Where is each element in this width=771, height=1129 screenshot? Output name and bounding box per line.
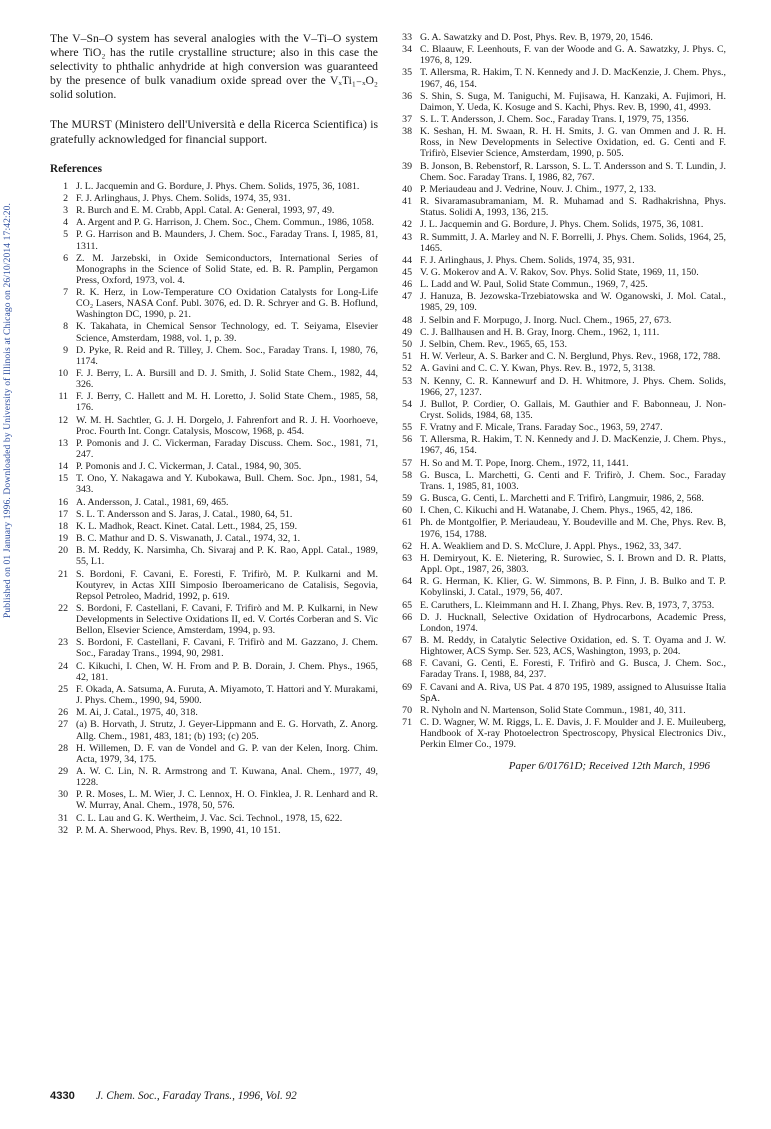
reference-item bbox=[50, 707, 378, 718]
reference-item bbox=[398, 184, 726, 195]
reference-number: 33 bbox=[402, 32, 412, 43]
reference-item bbox=[398, 255, 726, 266]
reference-text: J. Bullot, P. Cordier, O. Gallais, M. Gauthier and F. Babonneau, J. Non-Cryst. Solids, 1984, 68, 135. bbox=[420, 398, 726, 421]
reference-number: 31 bbox=[58, 812, 68, 824]
reference-item bbox=[50, 287, 378, 320]
reference-text: K. L. Madhok, React. Kinet. Catal. Lett., 1984, 25, 159. bbox=[76, 520, 298, 532]
journal-citation: J. Chem. Soc., Faraday Trans., 1996, Vol. 92 bbox=[95, 1090, 297, 1102]
reference-number: 26 bbox=[58, 707, 68, 719]
reference-item bbox=[50, 533, 378, 544]
reference-text: M. Ai, J. Catal., 1975, 40, 318. bbox=[76, 707, 198, 719]
reference-item bbox=[398, 399, 726, 421]
reference-item bbox=[50, 766, 378, 788]
reference-number: 29 bbox=[58, 765, 68, 777]
reference-text: D. J. Hucknall, Selective Oxidation of Hydrocarbons, Academic Press, London, 1974. bbox=[420, 611, 726, 634]
reference-text: P. M. A. Sherwood, Phys. Rev. B, 1990, 41, 10 151. bbox=[76, 824, 281, 836]
reference-text: W. M. H. Sachtler, G. J. H. Dorgelo, J. Fahrenfort and R. J. H. Voorhoeve, Proc. Fourth Int. Congr. Catalysis, Moscow, 1968, p. 454. bbox=[76, 414, 378, 437]
reference-text: J. Selbin and F. Morpugo, J. Inorg. Nucl. Chem., 1965, 27, 673. bbox=[420, 314, 672, 326]
reference-item bbox=[398, 339, 726, 350]
reference-text: P. Pomonis and J. C. Vickerman, Faraday Discuss. Chem. Soc., 1981, 71, 247. bbox=[76, 437, 378, 460]
reference-item bbox=[398, 114, 726, 125]
reference-text: T. Allersma, R. Hakim, T. N. Kennedy and J. D. MacKenzie, J. Chem. Phys., 1967, 46, 154. bbox=[420, 434, 726, 457]
reference-text: F. Cavani and A. Riva, US Pat. 4 870 195, 1989, assigned to Alusuisse Italia SpA. bbox=[420, 681, 726, 704]
reference-number: 18 bbox=[58, 520, 68, 532]
reference-text: S. L. T. Andersson, J. Chem. Soc., Faraday Trans. I, 1979, 75, 1356. bbox=[420, 114, 689, 126]
reference-item bbox=[398, 717, 726, 750]
reference-item bbox=[50, 193, 378, 204]
reference-text: P. Pomonis and J. C. Vickerman, J. Catal., 1984, 90, 305. bbox=[76, 461, 302, 473]
reference-text: V. G. Mokerov and A. V. Rakov, Sov. Phys. Solid State, 1969, 11, 150. bbox=[420, 267, 699, 278]
reference-item bbox=[398, 196, 726, 218]
reference-number: 40 bbox=[402, 183, 412, 195]
reference-text: G. Busca, L. Marchetti, G. Centi and F. Trifirò, J. Chem. Soc., Faraday Trans. 1, 1985, 81, 1003. bbox=[420, 469, 726, 492]
reference-number: 63 bbox=[402, 552, 412, 564]
reference-item bbox=[50, 684, 378, 706]
reference-item bbox=[398, 682, 726, 704]
reference-number: 55 bbox=[402, 422, 412, 434]
download-notice: Published on 01 January 1996. Downloaded by University of Illinois at Chicago on 26/10/2014 17:42:20. bbox=[2, 202, 14, 618]
reference-number: 1 bbox=[63, 180, 68, 192]
reference-item bbox=[398, 219, 726, 230]
reference-item bbox=[398, 434, 726, 456]
reference-item bbox=[398, 493, 726, 504]
reference-number: 67 bbox=[402, 634, 412, 646]
download-watermark bbox=[0, 150, 16, 670]
reference-number: 68 bbox=[402, 658, 412, 670]
reference-text: P. Meriaudeau and J. Vedrine, Nouv. J. Chim., 1977, 2, 133. bbox=[420, 183, 657, 195]
reference-item bbox=[50, 813, 378, 824]
reference-number: 27 bbox=[58, 719, 68, 731]
reference-item bbox=[50, 473, 378, 495]
reference-text: H. Willemen, D. F. van de Vondel and G. P. van der Kelen, Inorg. Chim. Acta, 1979, 34, 175. bbox=[76, 742, 378, 765]
reference-text: R. K. Herz, in Low-Temperature CO Oxidation Catalysts for Long-Life CO₂ Lasers, NASA Conf. Publ. 3076, ed. D. R. Schryer and G. B. Hoflund, Washington DC, 1990, p. 21. bbox=[76, 287, 378, 321]
reference-item bbox=[50, 545, 378, 567]
reference-number: 11 bbox=[58, 391, 68, 403]
reference-number: 48 bbox=[402, 314, 412, 326]
reference-number: 13 bbox=[58, 437, 68, 449]
reference-text: B. C. Mathur and D. S. Viswanath, J. Catal., 1974, 32, 1. bbox=[76, 533, 301, 545]
reference-text: F. Vratny and F. Micale, Trans. Faraday Soc., 1963, 59, 2747. bbox=[420, 422, 663, 434]
reference-number: 45 bbox=[402, 267, 412, 278]
reference-item bbox=[50, 321, 378, 343]
reference-number: 59 bbox=[402, 493, 412, 505]
reference-item bbox=[398, 517, 726, 539]
reference-item bbox=[398, 505, 726, 516]
reference-item bbox=[398, 91, 726, 113]
reference-text: S. Bordoni, F. Castellani, F. Cavani, F. Trifirò and M. Gazzano, J. Chem. Soc., Faraday Trans., 1994, 90, 2981. bbox=[76, 637, 378, 660]
reference-item bbox=[398, 458, 726, 469]
reference-text: E. Caruthers, L. Kleimmann and H. I. Zhang, Phys. Rev. B, 1973, 7, 3753. bbox=[420, 599, 715, 611]
reference-number: 60 bbox=[402, 505, 412, 517]
reference-item bbox=[50, 637, 378, 659]
reference-number: 25 bbox=[58, 683, 68, 695]
left-column bbox=[50, 32, 378, 837]
reference-text: A. Argent and P. G. Harrison, J. Chem. Soc., Chem. Commun., 1986, 1058. bbox=[76, 217, 374, 229]
reference-text: T. Ono, Y. Nakagawa and Y. Kubokawa, Bull. Chem. Soc. Jpn., 1981, 54, 343. bbox=[76, 473, 378, 496]
reference-item bbox=[50, 825, 378, 836]
reference-item bbox=[398, 161, 726, 183]
reference-number: 41 bbox=[402, 196, 412, 208]
page-footer bbox=[50, 1090, 297, 1102]
reference-text: R. Sivaramasubramaniam, M. R. Muhamad and S. Radhakrishna, Phys. Status. Solidi A, 1993, 136, 215. bbox=[420, 196, 726, 219]
reference-number: 64 bbox=[402, 576, 412, 588]
reference-text: S. L. T. Andersson and S. Jaras, J. Catal., 1980, 64, 51. bbox=[76, 508, 293, 520]
reference-number: 71 bbox=[402, 717, 412, 728]
reference-item bbox=[50, 229, 378, 251]
reference-item bbox=[398, 576, 726, 598]
reference-number: 4 bbox=[63, 217, 68, 229]
reference-item bbox=[398, 327, 726, 338]
reference-item bbox=[50, 509, 378, 520]
reference-number: 20 bbox=[58, 545, 68, 557]
reference-item bbox=[50, 253, 378, 286]
reference-number: 62 bbox=[402, 540, 412, 552]
reference-text: J. Hanuza, B. Jezowska-Trzebiatowska and W. Oganowski, J. Mol. Catal., 1985, 29, 109. bbox=[420, 291, 726, 314]
reference-item bbox=[398, 422, 726, 433]
reference-item bbox=[50, 391, 378, 413]
reference-item bbox=[50, 217, 378, 228]
reference-text: A. W. C. Lin, N. R. Armstrong and T. Kuwana, Anal. Chem., 1977, 49, 1228. bbox=[76, 765, 378, 789]
reference-number: 42 bbox=[402, 219, 412, 231]
reference-item bbox=[50, 181, 378, 192]
reference-text: C. Kikuchi, I. Chen, W. H. From and P. B. Dorain, J. Chem. Phys., 1965, 42, 181. bbox=[76, 660, 378, 683]
reference-text: A. Gavini and C. C. Y. Kwan, Phys. Rev. B., 1972, 5, 3138. bbox=[420, 363, 656, 375]
reference-text: P. R. Moses, L. M. Wier, J. C. Lennox, H. O. Finklea, J. R. Lenhard and R. W. Murray, Anal. Chem., 1978, 50, 576. bbox=[76, 789, 378, 812]
reference-item bbox=[50, 569, 378, 602]
reference-text: S. Bordoni, F. Castellani, F. Cavani, F. Trifirò and M. P. Kulkarni, in New Developments in Selective Oxidations II, ed. V. Cortés Corberan and S. Vic Bellon, Elsevier Science, Amsterdam, 1994, p. 93. bbox=[76, 603, 378, 637]
reference-text: J. L. Jacquemin and G. Bordure, J. Phys. Chem. Solids, 1975, 36, 1081. bbox=[420, 219, 704, 231]
reference-number: 37 bbox=[402, 114, 412, 126]
reference-number: 58 bbox=[402, 469, 412, 481]
reference-number: 22 bbox=[58, 603, 68, 614]
reference-text: C. J. Ballhausen and H. B. Gray, Inorg. Chem., 1962, 1, 111. bbox=[420, 326, 660, 338]
body-paragraph: The V–Sn–O system has several analogies with the V–Ti–O system where TiO₂ has the rutile crystalline structure; also in this case the selectivity to phthalic anhydride at high conversion was guaranteed by the presence of bulk vanadium oxide spread over the VₓTi₁₋ₓO₂ solid solution. bbox=[50, 32, 378, 102]
reference-text: N. Kenny, C. R. Kannewurf and D. H. Whitmore, J. Phys. Chem. Solids, 1966, 27, 1237. bbox=[420, 375, 726, 398]
reference-text: B. Jonson, B. Rebenstorf, R. Larsson, S. L. T. Andersson and S. T. Lundin, J. Chem. Soc. Faraday Trans. I, 1986, 82, 767. bbox=[420, 160, 726, 183]
reference-number: 8 bbox=[63, 321, 68, 333]
reference-number: 35 bbox=[402, 67, 412, 79]
reference-item bbox=[50, 205, 378, 216]
reference-text: S. Bordoni, F. Cavani, E. Foresti, F. Trifirò, M. P. Kulkarni and M. Koutyrev, in Actas XIII Simposio Iberoamericano de Catalisis, Segovia, Repsol Petroleo, Madrid, 1992, p. 619. bbox=[76, 568, 378, 602]
reference-number: 5 bbox=[63, 229, 68, 241]
reference-text: R. Nyholn and N. Martenson, Solid State Commun., 1981, 40, 311. bbox=[420, 704, 686, 716]
reference-number: 50 bbox=[402, 339, 412, 351]
reference-item bbox=[398, 705, 726, 716]
reference-text: H. So and M. T. Pope, Inorg. Chem., 1972, 11, 1441. bbox=[420, 457, 629, 469]
reference-number: 14 bbox=[58, 461, 68, 473]
reference-number: 47 bbox=[402, 291, 412, 303]
reference-number: 69 bbox=[402, 681, 412, 693]
reference-number: 54 bbox=[402, 398, 412, 410]
reference-item bbox=[398, 351, 726, 362]
reference-number: 56 bbox=[402, 434, 412, 446]
reference-item bbox=[398, 553, 726, 575]
reference-item bbox=[50, 789, 378, 811]
reference-item bbox=[398, 44, 726, 66]
reference-number: 15 bbox=[58, 473, 68, 485]
reference-text: F. J. Arlinghaus, J. Phys. Chem. Solids, 1974, 35, 931. bbox=[420, 254, 635, 266]
reference-text: B. M. Reddy, in Catalytic Selective Oxidation, ed. S. T. Oyama and J. W. Hightower, ACS Symp. Ser. 523, ACS, Washington, 1993, p. 204. bbox=[420, 634, 726, 658]
reference-number: 36 bbox=[402, 90, 412, 102]
reference-text: L. Ladd and W. Paul, Solid State Commun., 1969, 7, 425. bbox=[420, 279, 648, 291]
reference-item bbox=[398, 376, 726, 398]
reference-item bbox=[50, 661, 378, 683]
reference-number: 46 bbox=[402, 279, 412, 291]
reference-number: 61 bbox=[402, 517, 412, 529]
reference-text: A. Andersson, J. Catal., 1981, 69, 465. bbox=[76, 496, 229, 508]
reference-item bbox=[50, 415, 378, 437]
page-number: 4330 bbox=[50, 1090, 75, 1102]
reference-text: C. Blaauw, F. Leenhouts, F. van der Woode and G. A. Sawatzky, J. Phys. C, 1976, 8, 129. bbox=[420, 44, 726, 67]
right-column bbox=[398, 32, 726, 772]
reference-text: D. Pyke, R. Reid and R. Tilley, J. Chem. Soc., Faraday Trans. I, 1980, 76, 1174. bbox=[76, 344, 378, 367]
reference-item bbox=[398, 600, 726, 611]
reference-item bbox=[50, 438, 378, 460]
reference-text: P. G. Harrison and B. Maunders, J. Chem. Soc., Faraday Trans. I, 1985, 81, 1311. bbox=[76, 229, 378, 252]
reference-text: H. W. Verleur, A. S. Barker and C. N. Berglund, Phys. Rev., 1968, 172, 788. bbox=[420, 351, 721, 363]
reference-item bbox=[50, 497, 378, 508]
reference-number: 6 bbox=[63, 252, 68, 264]
reference-number: 43 bbox=[402, 231, 412, 243]
reference-text: T. Allersma, R. Hakim, T. N. Kennedy and J. D. MacKenzie, J. Chem. Phys., 1967, 46, 154. bbox=[420, 67, 726, 90]
reference-text: R. G. Herman, K. Klier, G. W. Simmons, B. P. Finn, J. B. Bulko and T. P. Kobylinski, J. Catal., 1979, 56, 407. bbox=[420, 576, 726, 599]
reference-number: 24 bbox=[58, 660, 68, 672]
reference-number: 44 bbox=[402, 254, 412, 266]
reference-number: 30 bbox=[58, 789, 68, 801]
reference-text: J. Selbin, Chem. Rev., 1965, 65, 153. bbox=[420, 339, 567, 351]
reference-item bbox=[398, 67, 726, 89]
reference-text: K. Takahata, in Chemical Sensor Technology, ed. T. Seiyama, Elsevier Science, Amsterdam, 1988, vol. 1, p. 39. bbox=[76, 321, 378, 344]
reference-number: 38 bbox=[402, 126, 412, 138]
reference-item bbox=[398, 232, 726, 254]
reference-item bbox=[398, 612, 726, 634]
reference-number: 21 bbox=[58, 568, 68, 580]
reference-item bbox=[398, 32, 726, 43]
reference-item bbox=[50, 743, 378, 765]
reference-number: 49 bbox=[402, 326, 412, 338]
reference-text: B. M. Reddy, K. Narsimha, Ch. Sivaraj and P. K. Rao, Appl. Catal., 1989, 55, L1. bbox=[76, 545, 378, 568]
reference-text: (a) B. Horvath, J. Strutz, J. Geyer-Lippmann and E. G. Horvath, Z. Anorg. Allg. Chem., 1981, 483, 181; (b) 193; (c) 205. bbox=[76, 719, 378, 742]
reference-item bbox=[50, 521, 378, 532]
reference-number: 2 bbox=[63, 192, 68, 204]
reference-item bbox=[50, 603, 378, 636]
reference-number: 10 bbox=[58, 368, 68, 379]
reference-item bbox=[50, 368, 378, 390]
reference-text: I. Chen, C. Kikuchi and H. Watanabe, J. Chem. Phys., 1965, 42, 186. bbox=[420, 505, 693, 517]
reference-number: 39 bbox=[402, 160, 412, 172]
references-heading: References bbox=[50, 162, 102, 175]
reference-number: 16 bbox=[58, 496, 68, 508]
acknowledgement-paragraph: The MURST (Ministero dell'Università e della Ricerca Scientifica) is gratefully acknowledged for financial support. bbox=[50, 118, 378, 146]
reference-number: 7 bbox=[63, 287, 68, 299]
reference-text: Ph. de Montgolfier, P. Meriaudeau, Y. Boudeville and M. Che, Phys. Rev. B, 1976, 154, 1788. bbox=[420, 517, 726, 540]
reference-item bbox=[398, 267, 726, 278]
reference-number: 70 bbox=[402, 704, 412, 716]
reference-number: 51 bbox=[402, 351, 412, 363]
reference-number: 12 bbox=[58, 414, 68, 426]
reference-item bbox=[398, 126, 726, 159]
reference-number: 17 bbox=[58, 508, 68, 520]
reference-item bbox=[398, 470, 726, 492]
reference-text: F. J. Arlinghaus, J. Phys. Chem. Solids, 1974, 35, 931. bbox=[76, 192, 291, 204]
reference-text: F. Cavani, G. Centi, E. Foresti, F. Trifirò and G. Busca, J. Chem. Soc., Faraday Trans. I, 1988, 84, 237. bbox=[420, 658, 726, 681]
reference-number: 23 bbox=[58, 637, 68, 649]
reference-item bbox=[50, 719, 378, 741]
reference-number: 28 bbox=[58, 742, 68, 754]
reference-number: 57 bbox=[402, 457, 412, 469]
reference-number: 65 bbox=[402, 599, 412, 611]
reference-item bbox=[398, 635, 726, 657]
reference-item bbox=[398, 315, 726, 326]
reference-text: C. L. Lau and G. K. Wertheim, J. Vac. Sci. Technol., 1978, 15, 622. bbox=[76, 812, 343, 824]
reference-text: Z. M. Jarzebski, in Oxide Semiconductors, International Series of Monographs in the Science of Solid State, ed. B. R. Pamplin, Pergamon Press, Oxford, 1973, vol. 4. bbox=[76, 252, 378, 286]
reference-number: 52 bbox=[402, 363, 412, 375]
reference-number: 34 bbox=[402, 44, 412, 56]
reference-text: F. J. Berry, C. Hallett and M. H. Loretto, J. Solid State Chem., 1985, 58, 176. bbox=[76, 391, 378, 414]
reference-text: S. Shin, S. Suga, M. Taniguchi, M. Fujisawa, H. Kanzaki, A. Fujimori, H. Daimon, Y. Ueda, K. Kosuge and S. Kachi, Phys. Rev. B, 1990, 41, 4993. bbox=[420, 90, 726, 113]
paper-received-line: Paper 6/01761D; Received 12th March, 1996 bbox=[508, 760, 710, 773]
reference-item bbox=[398, 291, 726, 313]
reference-text: K. Seshan, H. M. Swaan, R. H. H. Smits, J. G. van Ommen and J. R. H. Ross, in New Developments in Selective Oxidation, ed. G. Centi and F. Trifirò, Elsevier Science, Amsterdam, 1990, p. 505. bbox=[420, 126, 726, 160]
reference-list-left bbox=[50, 181, 378, 836]
reference-item bbox=[50, 461, 378, 472]
reference-number: 3 bbox=[63, 205, 68, 217]
reference-text: G. Busca, G. Centi, L. Marchetti and F. Trifirò, Langmuir, 1986, 2, 568. bbox=[420, 493, 704, 505]
reference-item bbox=[50, 345, 378, 367]
reference-item bbox=[398, 279, 726, 290]
reference-text: R. Burch and E. M. Crabb, Appl. Catal. A: General, 1993, 97, 49. bbox=[76, 205, 335, 217]
reference-list-right bbox=[398, 32, 726, 750]
reference-item bbox=[398, 541, 726, 552]
reference-number: 19 bbox=[58, 533, 68, 545]
reference-number: 32 bbox=[58, 824, 68, 836]
reference-text: H. A. Weakliem and D. S. McClure, J. Appl. Phys., 1962, 33, 347. bbox=[420, 540, 682, 552]
reference-item bbox=[398, 363, 726, 374]
reference-text: J. L. Jacquemin and G. Bordure, J. Phys. Chem. Solids, 1975, 36, 1081. bbox=[76, 180, 360, 192]
reference-text: F. J. Berry, L. A. Bursill and D. J. Smith, J. Solid State Chem., 1982, 44, 326. bbox=[76, 368, 378, 391]
reference-number: 53 bbox=[402, 375, 412, 387]
reference-number: 9 bbox=[63, 344, 68, 356]
reference-text: F. Okada, A. Satsuma, A. Furuta, A. Miyamoto, T. Hattori and Y. Murakami, J. Phys. Chem., 1990, 94, 5900. bbox=[76, 683, 378, 707]
reference-text: C. D. Wagner, W. M. Riggs, L. E. Davis, J. F. Moulder and J. E. Muileuberg, Handbook of X-ray Photoelectron Spectroscopy, Physical Electronics Div., Perkin Elmer Co., 1979. bbox=[420, 717, 726, 751]
reference-number: 66 bbox=[402, 611, 412, 623]
reference-text: H. Demiryout, K. E. Nietering, R. Surowiec, S. I. Brown and D. R. Platts, Appl. Opt., 1987, 26, 3803. bbox=[420, 552, 726, 576]
reference-item bbox=[398, 658, 726, 680]
reference-text: R. Summitt, J. A. Marley and N. F. Borrelli, J. Phys. Chem. Solids, 1964, 25, 1465. bbox=[420, 231, 726, 254]
reference-text: G. A. Sawatzky and D. Post, Phys. Rev. B, 1979, 20, 1546. bbox=[420, 32, 653, 43]
